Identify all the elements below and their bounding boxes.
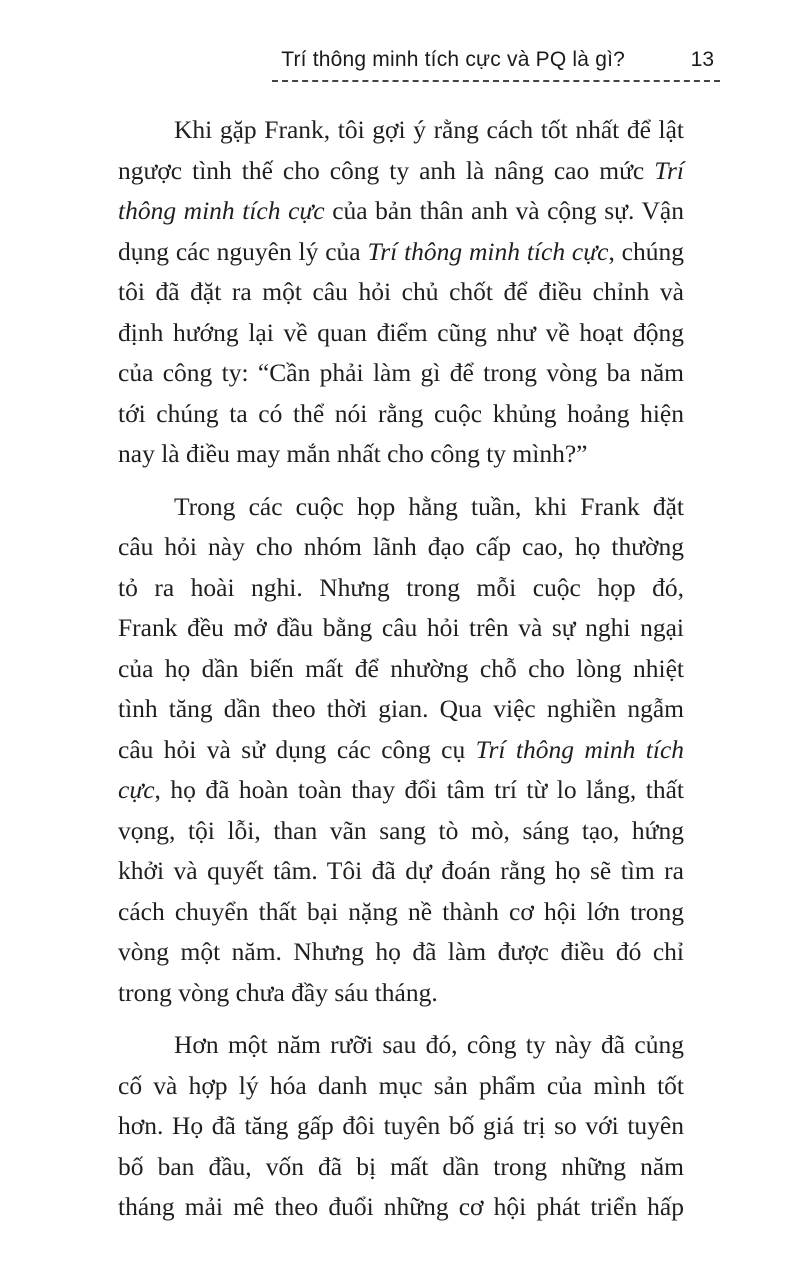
running-header (270, 48, 720, 88)
paragraph (118, 110, 684, 475)
text-line (118, 527, 684, 568)
text-segment: của họ dần biến mất để nhường chỗ cho lòng nhiệt (118, 653, 684, 683)
header-rule (272, 80, 720, 82)
italic-text: Trí (654, 155, 684, 185)
text-line (118, 608, 684, 649)
text-line (118, 353, 684, 394)
text-segment: dụng các nguyên lý của (118, 236, 368, 266)
text-line (118, 191, 684, 232)
text-line (118, 649, 684, 690)
text-segment: khởi và quyết tâm. Tôi đã dự đoán rằng họ sẽ tìm ra (118, 856, 684, 885)
text-segment: cố và hợp lý hóa danh mục sản phẩm của mình tốt (118, 1070, 684, 1100)
text-segment: Hơn một năm rưỡi sau đó, công ty này đã củng (174, 1030, 684, 1059)
italic-text: thông minh tích cực (118, 196, 325, 225)
text-line (118, 811, 684, 852)
text-line (118, 1187, 684, 1228)
paragraph (118, 1025, 684, 1228)
page-number: 13 (690, 48, 714, 71)
text-line (118, 973, 684, 1014)
text-segment: hơn. Họ đã tăng gấp đôi tuyên bố giá trị so với tuyên (118, 1111, 684, 1140)
chapter-title: Trí thông minh tích cực và PQ là gì? (281, 48, 625, 71)
text-line (118, 892, 684, 933)
text-line (118, 272, 684, 313)
text-line (118, 232, 684, 273)
text-line (118, 434, 684, 475)
paragraph (118, 487, 684, 1014)
text-segment: trong vòng chưa đầy sáu tháng. (118, 977, 438, 1007)
text-line (118, 1066, 684, 1107)
text-segment: bố ban đầu, vốn đã bị mất dần trong những năm (118, 1151, 684, 1181)
text-line (118, 932, 684, 973)
text-segment: tôi đã đặt ra một câu hỏi chủ chốt để điều chỉnh và (118, 277, 684, 306)
text-segment: Khi gặp Frank, tôi gợi ý rằng cách tốt nhất để lật (174, 115, 684, 144)
text-segment: , chúng (608, 236, 685, 266)
text-line (118, 730, 684, 771)
text-segment: định hướng lại về quan điểm cũng như về hoạt động (118, 317, 684, 347)
text-segment: Frank đều mở đầu bằng câu hỏi trên và sự nghi ngại (118, 613, 684, 642)
text-line (118, 1106, 684, 1147)
text-segment: của công ty: “Cần phải làm gì để trong vòng ba năm (118, 358, 684, 387)
text-segment: vòng một năm. Nhưng họ đã làm được điều đó chỉ (118, 937, 684, 966)
text-line (118, 1147, 684, 1188)
text-segment: tháng mải mê theo đuổi những cơ hội phát triển hấp (118, 1192, 684, 1221)
italic-text: Trí thông minh tích (475, 734, 685, 764)
text-line (118, 770, 684, 811)
text-line (118, 689, 684, 730)
italic-text: Trí thông minh tích cực (367, 236, 609, 266)
text-line (118, 313, 684, 354)
text-segment: cách chuyển thất bại nặng nề thành cơ hội lớn trong (118, 896, 684, 926)
text-line (118, 110, 684, 151)
text-segment: câu hỏi này cho nhóm lãnh đạo cấp cao, họ thường (118, 532, 684, 561)
body-text (118, 110, 684, 1240)
text-segment: Trong các cuộc họp hằng tuần, khi Frank đặt (174, 491, 684, 521)
text-segment: , họ đã hoàn toàn thay đổi tâm trí từ lo lắng, thất (154, 775, 684, 804)
text-segment: câu hỏi và sử dụng các công cụ (118, 734, 476, 764)
text-line (118, 487, 684, 528)
italic-text: cực (118, 775, 155, 804)
text-segment: ngược tình thế cho công ty anh là nâng cao mức (118, 155, 655, 185)
text-segment: của bản thân anh và cộng sự. Vận (324, 196, 684, 225)
text-line (118, 1025, 684, 1066)
text-segment: vọng, tội lỗi, than vãn sang tò mò, sáng tạo, hứng (118, 815, 684, 845)
text-segment: tới chúng ta có thể nói rằng cuộc khủng hoảng hiện (118, 398, 684, 428)
text-line (118, 151, 684, 192)
text-segment: tỏ ra hoài nghi. Nhưng trong mỗi cuộc họp đó, (118, 572, 684, 602)
text-line (118, 568, 684, 609)
text-segment: tình tăng dần theo thời gian. Qua việc nghiền ngẫm (118, 694, 684, 723)
text-segment: nay là điều may mắn nhất cho công ty mình?” (118, 439, 588, 468)
text-line (118, 394, 684, 435)
text-line (118, 851, 684, 892)
